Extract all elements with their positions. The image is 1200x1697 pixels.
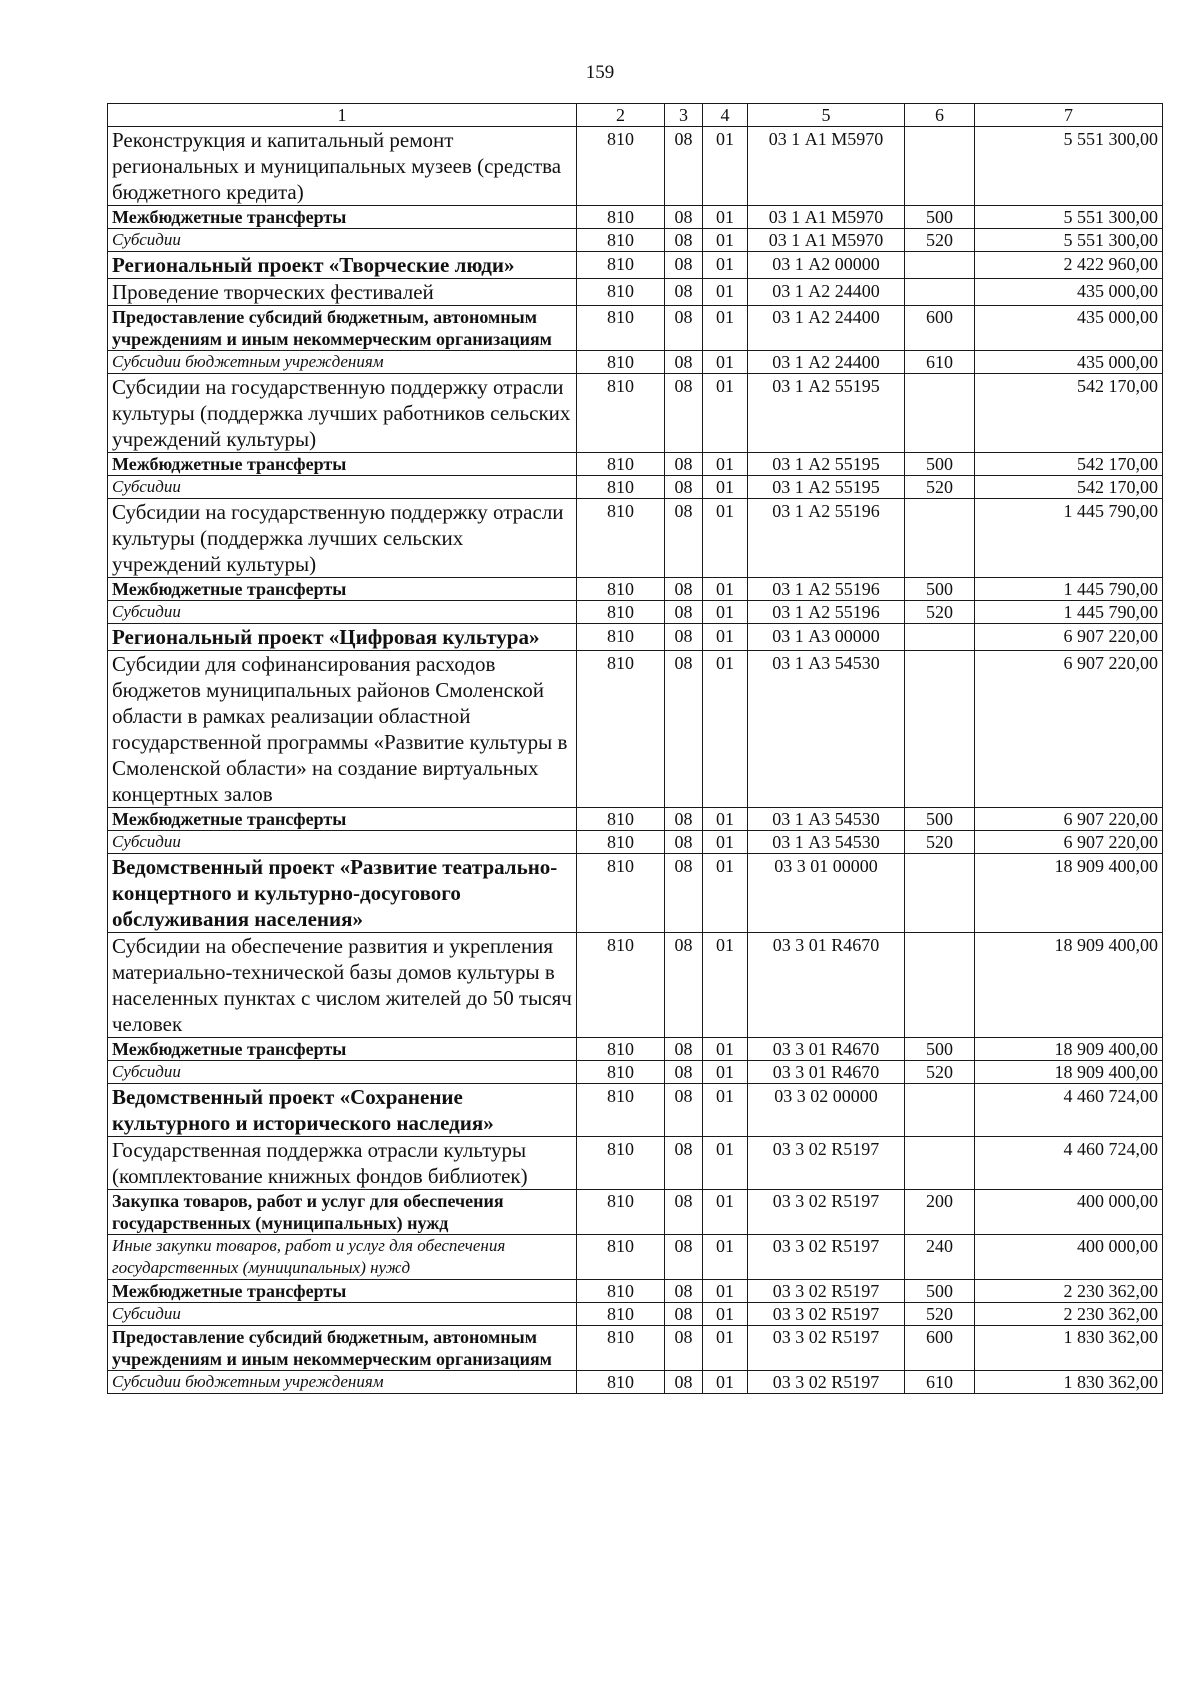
row-expense-type-cell: 520 <box>905 601 975 624</box>
row-subsection-cell: 01 <box>703 279 748 306</box>
table-row <box>108 306 1163 351</box>
table-row <box>108 1235 1163 1280</box>
row-target-cell: 03 1 А1 М5970 <box>748 206 905 229</box>
table-row <box>108 854 1163 933</box>
row-code-cell: 810 <box>577 1137 665 1190</box>
row-section-cell: 08 <box>665 351 703 374</box>
row-subsection-cell: 01 <box>703 651 748 808</box>
row-name-cell: Региональный проект «Творческие люди» <box>108 252 577 279</box>
row-code-cell: 810 <box>577 127 665 206</box>
row-expense-type-cell: 200 <box>905 1190 975 1235</box>
row-expense-type-cell: 500 <box>905 1280 975 1303</box>
row-target-cell: 03 3 02 R5197 <box>748 1303 905 1326</box>
row-code-cell: 810 <box>577 933 665 1038</box>
table-row <box>108 206 1163 229</box>
header-cell: 4 <box>703 104 748 127</box>
row-amount-cell: 542 170,00 <box>975 374 1163 453</box>
row-name-cell: Ведомственный проект «Сохранение культурного и исторического наследия» <box>108 1084 577 1137</box>
header-cell: 2 <box>577 104 665 127</box>
row-code-cell: 810 <box>577 453 665 476</box>
row-subsection-cell: 01 <box>703 374 748 453</box>
row-amount-cell: 4 460 724,00 <box>975 1137 1163 1190</box>
row-code-cell: 810 <box>577 206 665 229</box>
row-section-cell: 08 <box>665 624 703 651</box>
row-name-cell: Предоставление субсидий бюджетным, автономным учреждениям и иным некоммерческим организациям <box>108 1326 577 1371</box>
row-subsection-cell: 01 <box>703 1326 748 1371</box>
row-section-cell: 08 <box>665 1038 703 1061</box>
table-row <box>108 651 1163 808</box>
row-name-cell: Субсидии <box>108 601 577 624</box>
row-expense-type-cell <box>905 651 975 808</box>
row-code-cell: 810 <box>577 1280 665 1303</box>
row-code-cell: 810 <box>577 601 665 624</box>
row-code-cell: 810 <box>577 1371 665 1394</box>
table-row <box>108 279 1163 306</box>
table-row <box>108 1190 1163 1235</box>
row-expense-type-cell <box>905 499 975 578</box>
row-target-cell: 03 1 А2 24400 <box>748 279 905 306</box>
row-expense-type-cell: 500 <box>905 808 975 831</box>
row-expense-type-cell: 500 <box>905 1038 975 1061</box>
row-target-cell: 03 3 02 R5197 <box>748 1137 905 1190</box>
row-amount-cell: 1 445 790,00 <box>975 578 1163 601</box>
row-target-cell: 03 1 А3 54530 <box>748 651 905 808</box>
row-name-cell: Субсидии <box>108 1061 577 1084</box>
row-amount-cell: 2 422 960,00 <box>975 252 1163 279</box>
row-name-cell: Субсидии на обеспечение развития и укрепления материально-технической базы домов культуры в населенных пунктах с числом жителей до 50 тысяч человек <box>108 933 577 1038</box>
row-expense-type-cell: 500 <box>905 453 975 476</box>
row-section-cell: 08 <box>665 127 703 206</box>
row-code-cell: 810 <box>577 1084 665 1137</box>
row-section-cell: 08 <box>665 1280 703 1303</box>
header-cell: 6 <box>905 104 975 127</box>
row-target-cell: 03 3 02 R5197 <box>748 1371 905 1394</box>
row-name-cell: Межбюджетные трансферты <box>108 808 577 831</box>
row-target-cell: 03 1 А3 54530 <box>748 808 905 831</box>
row-target-cell: 03 3 01 R4670 <box>748 1038 905 1061</box>
row-subsection-cell: 01 <box>703 1137 748 1190</box>
row-section-cell: 08 <box>665 601 703 624</box>
row-code-cell: 810 <box>577 1303 665 1326</box>
row-target-cell: 03 3 02 R5197 <box>748 1235 905 1280</box>
row-target-cell: 03 3 02 R5197 <box>748 1280 905 1303</box>
row-name-cell: Субсидии для софинансирования расходов бюджетов муниципальных районов Смоленской области в рамках реализации областной государственной программы «Развитие культуры в Смоленской области» на создание виртуальных концертных залов <box>108 651 577 808</box>
row-subsection-cell: 01 <box>703 306 748 351</box>
row-target-cell: 03 1 А2 55195 <box>748 476 905 499</box>
table-row <box>108 1137 1163 1190</box>
row-section-cell: 08 <box>665 1326 703 1371</box>
budget-table <box>107 103 1163 1394</box>
row-target-cell: 03 3 01 R4670 <box>748 933 905 1038</box>
row-amount-cell: 1 830 362,00 <box>975 1371 1163 1394</box>
row-subsection-cell: 01 <box>703 1061 748 1084</box>
row-section-cell: 08 <box>665 499 703 578</box>
row-subsection-cell: 01 <box>703 1280 748 1303</box>
row-target-cell: 03 1 А2 55196 <box>748 499 905 578</box>
row-target-cell: 03 1 А2 24400 <box>748 351 905 374</box>
row-section-cell: 08 <box>665 854 703 933</box>
table-row <box>108 476 1163 499</box>
row-subsection-cell: 01 <box>703 601 748 624</box>
table-row <box>108 1303 1163 1326</box>
row-section-cell: 08 <box>665 229 703 252</box>
row-amount-cell: 4 460 724,00 <box>975 1084 1163 1137</box>
row-amount-cell: 18 909 400,00 <box>975 933 1163 1038</box>
row-target-cell: 03 3 01 R4670 <box>748 1061 905 1084</box>
row-name-cell: Реконструкция и капитальный ремонт региональных и муниципальных музеев (средства бюджетного кредита) <box>108 127 577 206</box>
table-row <box>108 374 1163 453</box>
row-section-cell: 08 <box>665 1371 703 1394</box>
row-section-cell: 08 <box>665 1137 703 1190</box>
row-name-cell: Закупка товаров, работ и услуг для обеспечения государственных (муниципальных) нужд <box>108 1190 577 1235</box>
row-name-cell: Межбюджетные трансферты <box>108 206 577 229</box>
row-subsection-cell: 01 <box>703 127 748 206</box>
header-cell: 7 <box>975 104 1163 127</box>
row-expense-type-cell: 520 <box>905 229 975 252</box>
row-amount-cell: 6 907 220,00 <box>975 808 1163 831</box>
row-expense-type-cell: 520 <box>905 831 975 854</box>
row-amount-cell: 1 830 362,00 <box>975 1326 1163 1371</box>
row-subsection-cell: 01 <box>703 1371 748 1394</box>
row-subsection-cell: 01 <box>703 453 748 476</box>
row-code-cell: 810 <box>577 1061 665 1084</box>
row-name-cell: Субсидии на государственную поддержку отрасли культуры (поддержка лучших сельских учреждений культуры) <box>108 499 577 578</box>
row-subsection-cell: 01 <box>703 624 748 651</box>
row-section-cell: 08 <box>665 453 703 476</box>
row-code-cell: 810 <box>577 252 665 279</box>
row-amount-cell: 542 170,00 <box>975 476 1163 499</box>
row-name-cell: Иные закупки товаров, работ и услуг для обеспечения государственных (муниципальных) нужд <box>108 1235 577 1280</box>
row-target-cell: 03 1 А2 55196 <box>748 601 905 624</box>
table-row <box>108 578 1163 601</box>
row-amount-cell: 1 445 790,00 <box>975 601 1163 624</box>
row-name-cell: Субсидии на государственную поддержку отрасли культуры (поддержка лучших работников сельских учреждений культуры) <box>108 374 577 453</box>
row-subsection-cell: 01 <box>703 808 748 831</box>
page-number: 159 <box>585 62 615 83</box>
row-target-cell: 03 1 А2 55195 <box>748 374 905 453</box>
row-section-cell: 08 <box>665 933 703 1038</box>
row-name-cell: Государственная поддержка отрасли культуры (комплектование книжных фондов библиотек) <box>108 1137 577 1190</box>
row-code-cell: 810 <box>577 808 665 831</box>
row-code-cell: 810 <box>577 578 665 601</box>
row-expense-type-cell <box>905 279 975 306</box>
row-amount-cell: 6 907 220,00 <box>975 624 1163 651</box>
row-subsection-cell: 01 <box>703 578 748 601</box>
row-section-cell: 08 <box>665 1061 703 1084</box>
row-name-cell: Межбюджетные трансферты <box>108 1280 577 1303</box>
row-code-cell: 810 <box>577 279 665 306</box>
row-target-cell: 03 3 02 R5197 <box>748 1326 905 1371</box>
table-row <box>108 1038 1163 1061</box>
row-code-cell: 810 <box>577 351 665 374</box>
row-name-cell: Субсидии <box>108 831 577 854</box>
row-section-cell: 08 <box>665 374 703 453</box>
table-row <box>108 601 1163 624</box>
row-code-cell: 810 <box>577 854 665 933</box>
table-row <box>108 499 1163 578</box>
table-row <box>108 351 1163 374</box>
row-name-cell: Предоставление субсидий бюджетным, автономным учреждениям и иным некоммерческим организациям <box>108 306 577 351</box>
row-target-cell: 03 1 А2 24400 <box>748 306 905 351</box>
row-target-cell: 03 1 А2 55195 <box>748 453 905 476</box>
row-code-cell: 810 <box>577 1190 665 1235</box>
row-subsection-cell: 01 <box>703 1235 748 1280</box>
row-code-cell: 810 <box>577 374 665 453</box>
row-subsection-cell: 01 <box>703 476 748 499</box>
row-target-cell: 03 1 А2 00000 <box>748 252 905 279</box>
row-code-cell: 810 <box>577 229 665 252</box>
row-amount-cell: 5 551 300,00 <box>975 206 1163 229</box>
row-amount-cell: 2 230 362,00 <box>975 1303 1163 1326</box>
row-expense-type-cell <box>905 127 975 206</box>
row-expense-type-cell <box>905 854 975 933</box>
table-row <box>108 127 1163 206</box>
table-row <box>108 1061 1163 1084</box>
row-amount-cell: 5 551 300,00 <box>975 229 1163 252</box>
row-amount-cell: 18 909 400,00 <box>975 1061 1163 1084</box>
row-name-cell: Межбюджетные трансферты <box>108 1038 577 1061</box>
row-expense-type-cell <box>905 624 975 651</box>
row-name-cell: Субсидии <box>108 1303 577 1326</box>
row-subsection-cell: 01 <box>703 933 748 1038</box>
row-code-cell: 810 <box>577 651 665 808</box>
row-expense-type-cell: 520 <box>905 1061 975 1084</box>
table-row <box>108 831 1163 854</box>
row-subsection-cell: 01 <box>703 206 748 229</box>
row-code-cell: 810 <box>577 1326 665 1371</box>
row-section-cell: 08 <box>665 476 703 499</box>
row-expense-type-cell: 500 <box>905 206 975 229</box>
row-section-cell: 08 <box>665 578 703 601</box>
row-code-cell: 810 <box>577 1235 665 1280</box>
row-expense-type-cell <box>905 252 975 279</box>
row-code-cell: 810 <box>577 306 665 351</box>
row-subsection-cell: 01 <box>703 1038 748 1061</box>
row-code-cell: 810 <box>577 1038 665 1061</box>
row-section-cell: 08 <box>665 1303 703 1326</box>
row-target-cell: 03 1 А1 М5970 <box>748 127 905 206</box>
row-expense-type-cell: 610 <box>905 351 975 374</box>
row-subsection-cell: 01 <box>703 854 748 933</box>
row-expense-type-cell <box>905 933 975 1038</box>
table-row <box>108 453 1163 476</box>
row-amount-cell: 400 000,00 <box>975 1190 1163 1235</box>
row-target-cell: 03 1 А3 00000 <box>748 624 905 651</box>
table-row <box>108 933 1163 1038</box>
row-section-cell: 08 <box>665 1084 703 1137</box>
row-name-cell: Региональный проект «Цифровая культура» <box>108 624 577 651</box>
table-row <box>108 252 1163 279</box>
row-subsection-cell: 01 <box>703 229 748 252</box>
row-subsection-cell: 01 <box>703 831 748 854</box>
row-expense-type-cell: 610 <box>905 1371 975 1394</box>
row-section-cell: 08 <box>665 279 703 306</box>
row-expense-type-cell: 520 <box>905 476 975 499</box>
row-section-cell: 08 <box>665 306 703 351</box>
row-expense-type-cell: 240 <box>905 1235 975 1280</box>
header-cell: 1 <box>108 104 577 127</box>
row-name-cell: Ведомственный проект «Развитие театрально-концертного и культурно-досугового обслуживания населения» <box>108 854 577 933</box>
row-subsection-cell: 01 <box>703 1190 748 1235</box>
row-code-cell: 810 <box>577 624 665 651</box>
row-amount-cell: 6 907 220,00 <box>975 831 1163 854</box>
table-row <box>108 624 1163 651</box>
row-subsection-cell: 01 <box>703 499 748 578</box>
row-code-cell: 810 <box>577 499 665 578</box>
row-name-cell: Межбюджетные трансферты <box>108 453 577 476</box>
row-section-cell: 08 <box>665 1190 703 1235</box>
row-amount-cell: 400 000,00 <box>975 1235 1163 1280</box>
row-target-cell: 03 1 А2 55196 <box>748 578 905 601</box>
table-row <box>108 1326 1163 1371</box>
row-section-cell: 08 <box>665 252 703 279</box>
row-code-cell: 810 <box>577 831 665 854</box>
row-amount-cell: 18 909 400,00 <box>975 854 1163 933</box>
table-row <box>108 229 1163 252</box>
row-target-cell: 03 3 02 R5197 <box>748 1190 905 1235</box>
row-subsection-cell: 01 <box>703 1303 748 1326</box>
row-code-cell: 810 <box>577 476 665 499</box>
row-amount-cell: 2 230 362,00 <box>975 1280 1163 1303</box>
row-name-cell: Субсидии <box>108 476 577 499</box>
header-row <box>108 104 1163 127</box>
row-amount-cell: 435 000,00 <box>975 351 1163 374</box>
row-amount-cell: 1 445 790,00 <box>975 499 1163 578</box>
row-subsection-cell: 01 <box>703 351 748 374</box>
row-target-cell: 03 3 01 00000 <box>748 854 905 933</box>
row-expense-type-cell <box>905 1137 975 1190</box>
row-amount-cell: 18 909 400,00 <box>975 1038 1163 1061</box>
row-expense-type-cell <box>905 374 975 453</box>
table-row <box>108 808 1163 831</box>
row-section-cell: 08 <box>665 808 703 831</box>
table-row <box>108 1084 1163 1137</box>
row-amount-cell: 435 000,00 <box>975 306 1163 351</box>
row-section-cell: 08 <box>665 651 703 808</box>
row-subsection-cell: 01 <box>703 1084 748 1137</box>
row-expense-type-cell: 600 <box>905 1326 975 1371</box>
row-name-cell: Субсидии <box>108 229 577 252</box>
row-expense-type-cell: 600 <box>905 306 975 351</box>
row-section-cell: 08 <box>665 206 703 229</box>
row-amount-cell: 5 551 300,00 <box>975 127 1163 206</box>
row-expense-type-cell <box>905 1084 975 1137</box>
row-target-cell: 03 3 02 00000 <box>748 1084 905 1137</box>
table-row <box>108 1280 1163 1303</box>
row-expense-type-cell: 520 <box>905 1303 975 1326</box>
row-name-cell: Проведение творческих фестивалей <box>108 279 577 306</box>
row-amount-cell: 435 000,00 <box>975 279 1163 306</box>
row-target-cell: 03 1 А1 М5970 <box>748 229 905 252</box>
row-amount-cell: 6 907 220,00 <box>975 651 1163 808</box>
row-name-cell: Субсидии бюджетным учреждениям <box>108 351 577 374</box>
header-cell: 3 <box>665 104 703 127</box>
row-subsection-cell: 01 <box>703 252 748 279</box>
row-expense-type-cell: 500 <box>905 578 975 601</box>
header-cell: 5 <box>748 104 905 127</box>
table-row <box>108 1371 1163 1394</box>
row-section-cell: 08 <box>665 831 703 854</box>
row-section-cell: 08 <box>665 1235 703 1280</box>
row-name-cell: Субсидии бюджетным учреждениям <box>108 1371 577 1394</box>
row-amount-cell: 542 170,00 <box>975 453 1163 476</box>
row-name-cell: Межбюджетные трансферты <box>108 578 577 601</box>
row-target-cell: 03 1 А3 54530 <box>748 831 905 854</box>
